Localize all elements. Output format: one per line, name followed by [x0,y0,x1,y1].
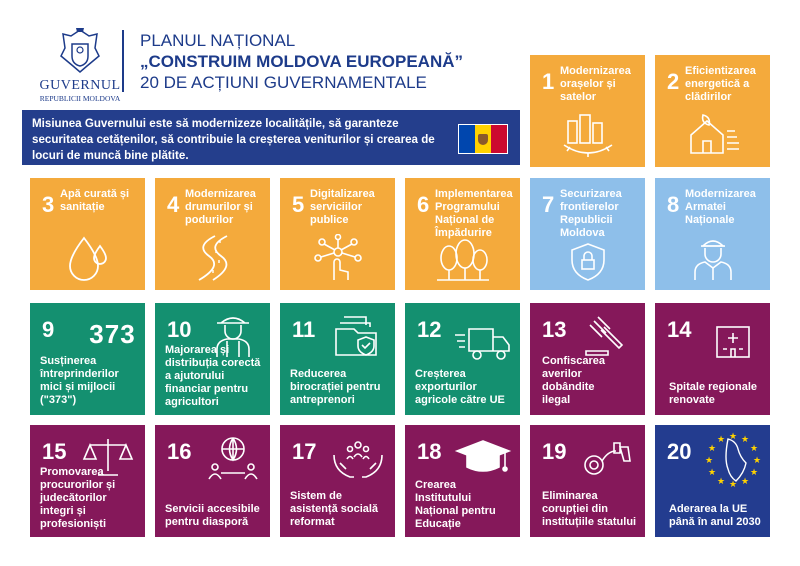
action-tile-19 [530,425,645,537]
svg-text:★: ★ [740,435,749,445]
hospital-icon [695,319,770,359]
forest-icon [405,234,520,282]
action-number: 16 [167,439,192,464]
action-tile-4 [155,178,270,290]
action-tile-17 [280,425,395,537]
action-number: 15 [42,439,67,464]
city-gear-icon [530,111,645,159]
graduation-cap-icon [445,435,520,481]
mission-banner [22,110,520,165]
action-tile-16 [155,425,270,537]
action-tile-12 [405,303,520,415]
action-label: Majorarea și distribuția corectă a ajutorului financiar pentru agricultori [165,344,261,408]
action-label: Apă curată și sanitație [60,188,130,213]
action-number: 20 [667,439,692,464]
title-line-3: 20 DE ACȚIUNI GUVERNAMENTALE [140,73,427,92]
action-tile-20 [655,425,770,537]
action-label: Modernizarea Armatei Naționale [685,188,756,226]
action-tile-18 [405,425,520,537]
logo-subtitle: REPUBLICII MOLDOVA [39,94,121,103]
action-tile-6 [405,178,520,290]
eu-stars-map-icon [695,431,770,491]
action-tile-11 [280,303,395,415]
globe-people-icon [195,435,270,481]
action-tile-1 [530,55,645,167]
page-title [140,30,463,93]
action-label: Servicii accesibile pentru diasporă [165,503,260,528]
program-373-icon [80,319,145,350]
coat-of-arms-icon [57,26,103,76]
title-line-2: „CONSTRUIM MOLDOVA EUROPEANĂ” [140,52,463,71]
action-number: 4 [167,192,180,217]
road-icon [155,234,270,282]
svg-text:★: ★ [728,480,737,490]
action-number: 3 [42,192,55,217]
action-label: Reducerea birocrației pentru antreprenori [290,368,381,406]
svg-text:★: ★ [707,444,716,454]
action-number: 5 [292,192,305,217]
documents-shield-icon [320,313,395,359]
program-373-badge: 373 [89,319,136,349]
svg-text:★: ★ [716,435,725,445]
action-number: 1 [542,69,555,94]
action-number: 18 [417,439,442,464]
logo-name: GUVERNUL [39,78,121,93]
action-label: Creșterea exporturilor agricole către UE [415,368,505,406]
gavel-icon [570,311,645,357]
action-number: 8 [667,192,680,217]
government-logo [30,26,130,106]
action-label: Modernizarea drumurilor și podurilor [185,188,256,226]
action-tile-8 [655,178,770,290]
action-label: Securizarea frontierelor Republicii Moldova [560,188,622,239]
action-number: 12 [417,317,442,342]
title-line-1: PLANUL NAȚIONAL [140,31,296,50]
action-label: Implementarea Programului Național de Împădurire [435,188,513,239]
eco-house-icon [655,111,770,159]
svg-text:★: ★ [749,468,758,478]
action-label: Susținerea întreprinderilor mici și mijlocii ("373") [40,355,119,406]
action-number: 11 [292,317,316,342]
action-number: 6 [417,192,430,217]
action-number: 10 [167,317,192,342]
action-label: Confiscarea averilor dobândite ilegal [542,355,605,406]
svg-text:★: ★ [707,468,716,478]
action-label: Eliminarea corupției din instituțiile statului [542,490,637,528]
action-label: Eficientizarea energetică a clădirilor [685,65,756,103]
action-tile-3 [30,178,145,290]
action-tile-13 [530,303,645,415]
action-number: 9 [42,317,55,342]
action-tile-10 [155,303,270,415]
svg-text:★: ★ [728,432,737,442]
action-tile-9 [30,303,145,415]
svg-text:★: ★ [749,444,758,454]
moldova-flag-icon [458,124,508,154]
care-hands-icon [320,435,395,481]
action-label: Aderarea la UE până în anul 2030 [669,503,761,528]
action-tile-5 [280,178,395,290]
action-label: Crearea Institutului Național pentru Educație [415,479,496,530]
touch-network-icon [280,234,395,282]
mission-text: Misiunea Guvernului este să modernizeze localitățile, să garanteze securitatea cetățenilor, să contribuie la creșterea veniturilor și crearea de locuri de muncă bine plătite. [32,117,435,162]
action-tile-15 [30,425,145,537]
soldier-icon [655,234,770,282]
action-tile-7 [530,178,645,290]
svg-text:★: ★ [704,456,713,466]
action-number: 13 [542,317,567,342]
handcuffs-icon [570,435,645,481]
action-tile-14 [655,303,770,415]
action-number: 19 [542,439,567,464]
svg-text:★: ★ [752,456,761,466]
action-label: Modernizarea orașelor și satelor [560,65,631,103]
action-label: Spitale regionale renovate [669,381,758,406]
action-label: Sistem de asistență socială reformat [290,490,379,528]
scales-icon [70,435,145,479]
svg-text:★: ★ [716,477,725,487]
action-number: 14 [667,317,692,342]
action-label: Promovarea procurorilor și judecătorilor integri și profesioniști [40,466,116,530]
shield-lock-icon [530,242,645,282]
truck-icon [445,323,520,363]
action-number: 17 [292,439,317,464]
action-tile-2 [655,55,770,167]
water-drop-icon [30,234,145,282]
svg-text:★: ★ [740,477,749,487]
action-number: 2 [667,69,680,94]
farmer-icon [195,313,270,357]
action-label: Digitalizarea serviciilor publice [310,188,375,226]
action-number: 7 [542,192,555,217]
header-divider [122,30,124,92]
